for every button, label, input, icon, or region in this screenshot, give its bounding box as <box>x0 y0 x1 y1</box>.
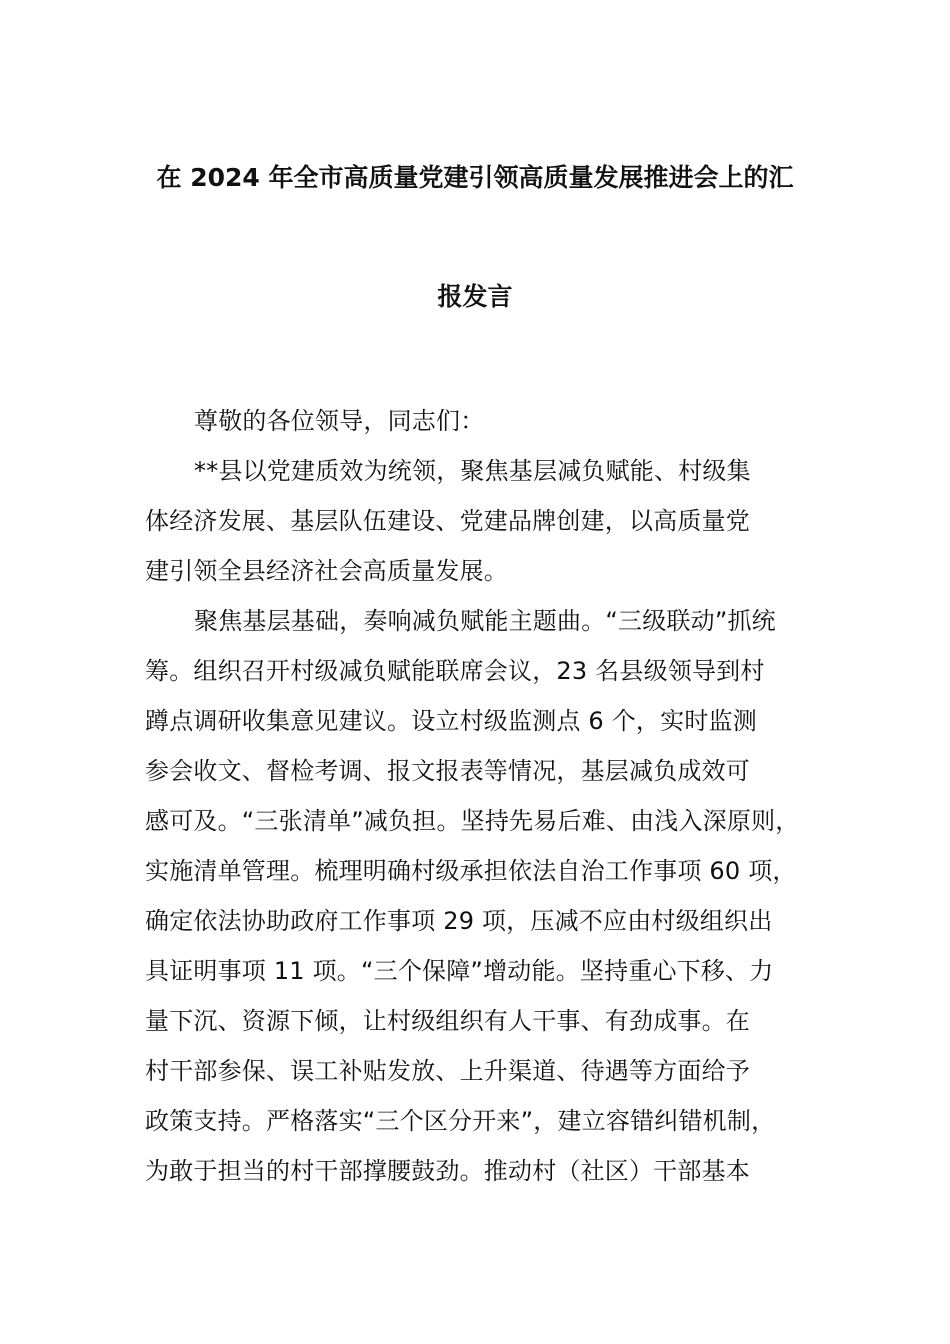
paragraph-line: 确定依法协助政府工作事项 29 项，压减不应由村级组织出 <box>145 907 773 935</box>
paragraph-line: 村干部参保、误工补贴发放、上升渠道、待遇等方面给予 <box>145 1057 750 1085</box>
paragraph-line: 为敢于担当的村干部撑腰鼓劲。推动村（社区）干部基本 <box>145 1157 750 1185</box>
paragraph-line: 量下沉、资源下倾，让村级组织有人干事、有劲成事。在 <box>145 1007 750 1035</box>
paragraph-line: 政策支持。严格落实“三个区分开来”，建立容错纠错机制， <box>145 1107 776 1135</box>
paragraph-line: **县以党建质效为统领，聚焦基层减负赋能、村级集 <box>194 457 751 485</box>
paragraph-line: 聚焦基层基础，奏响减负赋能主题曲。“三级联动”抓统 <box>194 607 776 635</box>
salutation: 尊敬的各位领导，同志们： <box>194 407 485 435</box>
paragraph-line: 参会收文、督检考调、报文报表等情况，基层减负成效可 <box>145 757 750 785</box>
paragraph-line: 筹。组织召开村级减负赋能联席会议，23 名县级领导到村 <box>145 657 765 685</box>
paragraph-line: 感可及。“三张清单”减负担。坚持先易后难、由浅入深原则， <box>145 807 800 835</box>
paragraph-line: 实施清单管理。梳理明确村级承担依法自治工作事项 60 项， <box>145 857 797 885</box>
title-line-1: 在 2024 年全市高质量党建引领高质量发展推进会上的汇 <box>156 163 794 192</box>
paragraph-line: 体经济发展、基层队伍建设、党建品牌创建，以高质量党 <box>145 507 750 535</box>
title-line-2: 报发言 <box>437 282 513 311</box>
paragraph-line: 蹲点调研收集意见建议。设立村级监测点 6 个，实时监测 <box>145 707 757 735</box>
paragraph-line: 具证明事项 11 项。“三个保障”增动能。坚持重心下移、力 <box>145 957 774 985</box>
paragraph-line: 建引领全县经济社会高质量发展。 <box>145 557 508 585</box>
